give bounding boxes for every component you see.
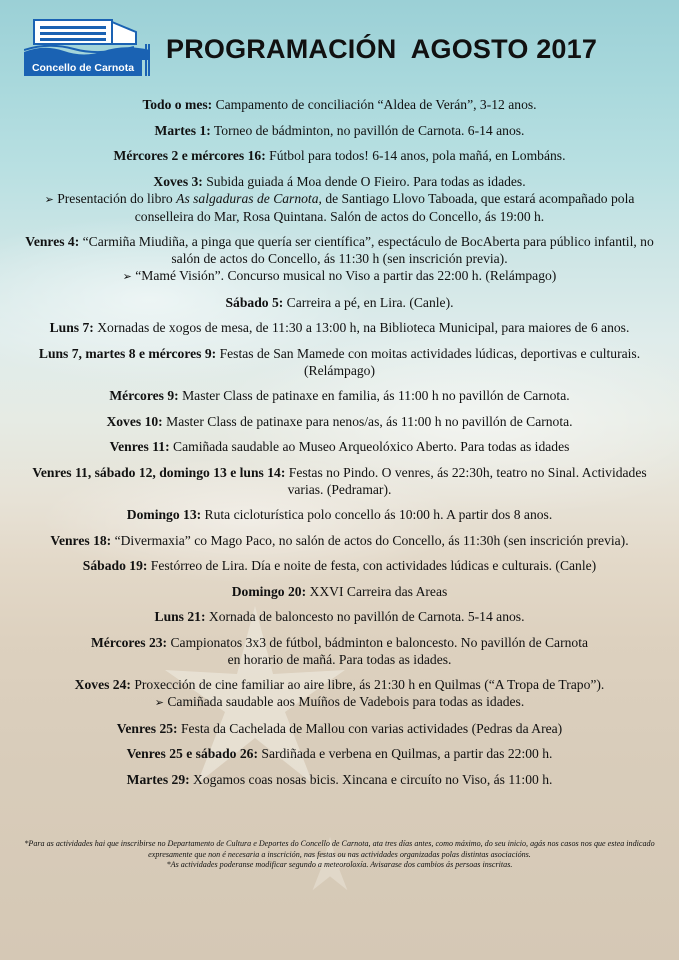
footnote-weather: *As actividades poderanse modificar segundo a meteoroloxía. Avisarase dos cambios ás persoas inscritas. [166,860,513,869]
logo-text: Concello de Carnota [24,60,142,76]
list-sub-item: ➢ “Mamé Visión”. Concurso musical no Viso a partir das 22:00 h. (Relámpago) [122,268,557,283]
list-item: Venres 11: Camiñada saudable ao Museo Arqueolóxico Aberto. Para todas as idades [109,439,570,454]
list-item: Martes 29: Xogamos coas nosas bicis. Xincana e circuíto no Viso, ás 11:00 h. [126,771,553,787]
list-item: Todo o mes: Campamento de conciliación “Aldea de Verán”, 3-12 anos. [142,97,537,112]
footnotes [10,839,669,871]
arrow-bullet-icon: ➢ [44,192,54,206]
list-item: Mércores 2 e mércores 16: Fútbol para todos! 6-14 anos, pola mañá, en Lombáns. [113,148,566,163]
arrow-bullet-icon: ➢ [122,270,132,283]
list-item: Venres 25: Festa da Cachelada de Mallou con varias actividades (Pedras da Area) [116,720,563,736]
list-item: Venres 25 e sábado 26: Sardiñada e verbena en Quilmas, a partir das 22:00 h. [126,746,553,761]
list-item: Mércores 9: Master Class de patinaxe en familia, ás 11:00 h no pavillón de Carnota. [109,388,570,403]
list-sub-item: ➢ Presentación do libro As salgaduras de Carnota, de Santiago Llovo Taboada, que estará acompañado pola conselleira do Mar, Rosa Quintana. Salón de actos do Concello, ás 19:00 h. [44,190,635,224]
list-item: Domingo 20: XXVI Carreira das Areas [231,583,448,599]
list-item: Venres 11, sábado 12, domingo 13 e luns 14: Festas no Pindo. O venres, ás 22:30h, teatro no Sinal. Actividades varias. (Pedramar). [32,464,647,497]
list-item: Mércores 23: Campionatos 3x3 de fútbol, bádminton e baloncesto. No pavillón de Carnota en horario de mañá. Para todas as idades. [90,634,589,667]
list-item: Xoves 10: Master Class de patinaxe para nenos/as, ás 11:00 h no pavillón de Carnota. [106,413,573,429]
page-title: PROGRAMACIÓN AGOSTO 2017 [166,34,598,64]
list-item: Luns 7: Xornadas de xogos de mesa, de 11:30 a 13:00 h, na Biblioteca Municipal, para maiores de 6 anos. [49,320,630,335]
list-item: Venres 18: “Divermaxia” co Mago Paco, no salón de actos do Concello, ás 11:30h (sen inscrición previa). [50,532,629,548]
list-item: Domingo 13: Ruta cicloturística polo concello ás 10:00 h. A partir dos 8 anos. [126,507,553,522]
logo-bars [145,44,150,76]
list-item: Xoves 24: Proxección de cine familiar ao aire libre, ás 21:30 h en Quilmas (“A Tropa de Trapo”). ➢ Camiñada saudable aos Muíños de Vadebois para todas as idades. [18,676,661,711]
list-item: Sábado 19: Festórreo de Lira. Día e noite de festa, con actividades lúdicas e culturais. (Canle) [82,558,597,573]
arrow-bullet-icon: ➢ [154,696,164,709]
concello-logo [24,14,150,76]
list-item: Luns 21: Xornada de baloncesto no pavillón de Carnota. 5-14 anos. [154,609,525,624]
list-sub-item: ➢ Camiñada saudable aos Muíños de Vadebois para todas as idades. [154,694,525,709]
list-item: Martes 1: Torneo de bádminton, no pavillón de Carnota. 6-14 anos. [154,122,525,138]
list-item: Xoves 3: Subida guiada á Moa dende O Fieiro. Para todas as idades. ➢ Presentación do libro As salgaduras de Carnota, de Santiago Llovo Taboada, que estará acompañado pola conselleira do Mar, Rosa Quintana. Salón de actos do Concello, ás 19:00 h. [18,173,661,225]
footnote-registration: *Para as actividades hai que inscribirse no Departamento de Cultura e Deportes do Concello de Carnota, ata tres días antes, como máximo, do seu inicio, agás nos casos nos que estea indicado expresamente que non é necesaria a inscrición, nas festas ou nas actividades organizadas polas distintas asociacións. [24,839,655,859]
logo-building-icon [24,14,150,60]
list-item: Luns 7, martes 8 e mércores 9: Festas de San Mamede con moitas actividades lúdicas, deportivas e culturais. (Relámpago) [38,345,641,378]
list-item: Sábado 5: Carreira a pé, en Lira. (Canle). [225,294,454,310]
program-list [18,96,661,796]
list-item: Venres 4: “Carmiña Miudiña, a pinga que quería ser científica”, espectáculo de BocAberta para público infantil, no salón de actos do Concello, ás 11:30 h (sen inscrición previa). ➢ “Mamé Visión”. Concurso musical no Viso a partir das 22:00 h. (Relámpago) [18,233,661,285]
